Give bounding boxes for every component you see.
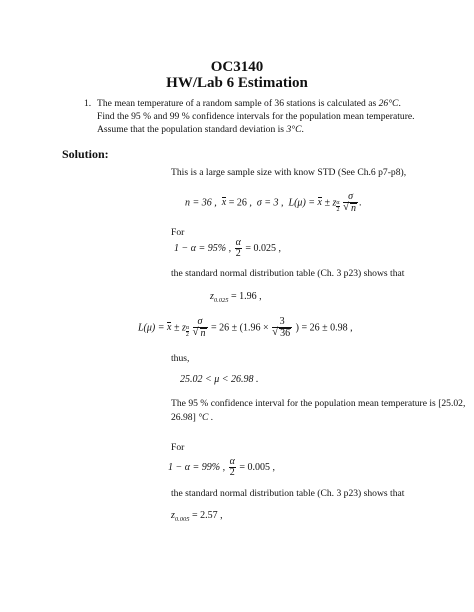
problem-line-3: Assume that the population standard deviation is 3°C.: [97, 124, 304, 135]
z-005-subscript: 0.005: [174, 516, 190, 523]
L95-num: 3: [272, 317, 292, 328]
L95-pm: ± z: [173, 322, 186, 334]
conclusion-line-2: [171, 411, 213, 424]
problem-line-2: Find the 95 % and 99 % confidence intervals for the population mean temperature.: [97, 111, 415, 122]
sigma-over-sqrt-n: [343, 192, 358, 214]
alpha-95-equation: [174, 238, 281, 259]
z-025-value: = 1.96 ,: [231, 291, 262, 302]
alpha-99: 1 − α = 99% ,: [168, 461, 226, 473]
thus-label: thus,: [171, 353, 190, 364]
table-ref-1: the standard normal distribution table (Ch. 3 p23) shows that: [171, 268, 405, 279]
interval-95: 25.02 < μ < 26.98 .: [180, 374, 259, 385]
L95-result: ) = 26 ± 0.98 ,: [295, 322, 353, 334]
frac-sqrt-n: √ n: [350, 203, 357, 214]
given-pm: ± z: [324, 197, 337, 209]
table-ref-2: the standard normal distribution table (Ch. 3 p23) shows that: [171, 488, 405, 499]
doc-title-course: OC3140: [210, 59, 264, 75]
alpha-99-half: = 0.005 ,: [239, 461, 275, 473]
three-over-sqrt-36: [272, 317, 292, 339]
L95-equation: [138, 317, 353, 339]
xbar-symbol-3: x: [167, 322, 172, 334]
L95-den: √ 36: [279, 328, 291, 339]
frac-sigma: σ: [343, 192, 358, 203]
z-005-equation: [171, 510, 223, 523]
xbar-symbol-2: x: [317, 197, 322, 209]
problem-std-value: 3°C: [286, 124, 302, 135]
doc-title-assignment: HW/Lab 6 Estimation: [166, 75, 308, 91]
sigma-over-sqrt-n-2: σ √ n: [193, 317, 208, 339]
conclusion-line-1: The 95 % confidence interval for the population mean temperature is [25.02,: [171, 398, 466, 409]
z-005-symbol: z: [171, 510, 175, 521]
conclusion-unit: °C .: [198, 412, 214, 423]
alpha-over-2: $\frac{\alpha}{2}$: [235, 237, 241, 259]
alpha-99-equation: [168, 457, 275, 478]
problem-mean-value: 26°C: [378, 98, 399, 109]
solution-intro: This is a large sample size with know STD (See Ch.6 p7-p8),: [171, 167, 407, 178]
given-L: L(μ) =: [288, 197, 316, 209]
given-n: n = 36 ,: [185, 197, 217, 209]
given-sigma: σ = 3 ,: [256, 197, 284, 209]
L95-lhs: L(μ) =: [138, 322, 165, 334]
for-label-1: For: [171, 227, 185, 238]
conclusion-interval-end: 26.98]: [171, 412, 196, 423]
alpha-95-half: = 0.025 ,: [245, 242, 281, 254]
problem-line-3-text: Assume that the population standard deviation is: [97, 124, 285, 135]
z-025-equation: [210, 291, 262, 304]
given-equation: n = 36 , x = 26 , σ = 3 , L(μ) = x ± z $\frac{\alpha}{2}$ σ √ n .: [185, 192, 362, 214]
z-005-value: = 2.57 ,: [192, 510, 223, 521]
for-label-2: For: [171, 442, 185, 453]
z-025-subscript: 0.025: [213, 297, 229, 304]
problem-line-1: The mean temperature of a random sample of 36 stations is calculated as 26°C.: [97, 98, 401, 109]
z-025-symbol: z: [210, 291, 214, 302]
alpha-over-2-b: $\frac{\alpha}{2}$: [229, 456, 235, 478]
alpha-95: 1 − α = 95% ,: [174, 242, 232, 254]
alpha-half-subscript: $\frac{\alpha}{2}$: [336, 200, 340, 214]
problem-line-1-text: The mean temperature of a random sample of 36 stations is calculated as: [97, 98, 377, 109]
solution-heading: Solution:: [62, 147, 109, 161]
given-xbar: = 26 ,: [228, 197, 252, 209]
alpha-half-subscript-2: $\frac{\alpha}{2}$: [185, 325, 189, 339]
problem-number: 1.: [84, 98, 92, 109]
xbar-symbol: x: [221, 197, 227, 209]
L95-expr: = 26 ± (1.96 ×: [211, 322, 269, 334]
